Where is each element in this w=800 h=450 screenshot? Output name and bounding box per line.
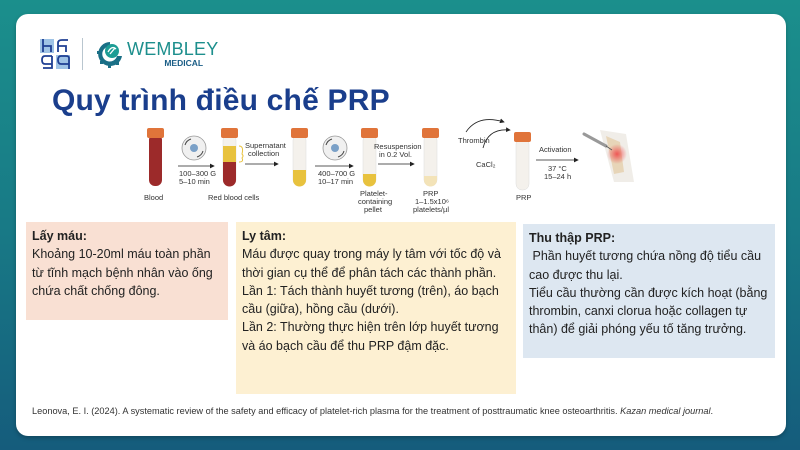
knee-injection-icon	[584, 130, 634, 182]
step-text: Tiểu cầu thường cần được kích hoạt (bằng thrombin, canxi clorua hoặc collagen tự thân) để giải phóng yếu tố tăng trưởng.	[529, 285, 768, 337]
step-text: Máu được quay trong máy ly tâm với tốc độ và thời gian cụ thể để phân tách các thành phần.	[242, 247, 501, 280]
svg-text:37 °C: 37 °C	[548, 164, 567, 173]
pellet-tube	[361, 128, 378, 187]
step-text: Lần 1: Tách thành huyết tương (trên), áo bạch cầu (giữa), hồng cầu (dưới).	[242, 283, 499, 317]
svg-text:Activation: Activation	[539, 145, 572, 154]
svg-text:400–700 G: 400–700 G	[318, 169, 356, 178]
step-text: Phần huyết tương chứa nồng độ tiểu cầu cao được thu lại.	[529, 249, 765, 282]
svg-text:5–10 min: 5–10 min	[179, 177, 210, 186]
medical-wordmark: MEDICAL	[164, 58, 204, 69]
prp-process-diagram	[138, 112, 658, 220]
svg-text:Red blood cells: Red blood cells	[208, 193, 260, 202]
activated-prp-tube	[514, 132, 531, 190]
svg-text:Thrombin: Thrombin	[458, 136, 490, 145]
step-heading: Thu thập PRP:	[529, 231, 616, 245]
svg-text:Blood: Blood	[144, 193, 164, 202]
step-prp-collection	[523, 224, 775, 358]
svg-text:1–1.5x10⁶: 1–1.5x10⁶	[415, 197, 449, 206]
centrifuge-icon	[323, 136, 347, 160]
logo-row	[38, 36, 218, 72]
svg-text:15–24 h: 15–24 h	[544, 172, 572, 181]
step-heading: Ly tâm:	[242, 229, 286, 243]
svg-text:Platelet-: Platelet-	[360, 189, 388, 198]
svg-text:Resuspension: Resuspension	[374, 142, 422, 151]
svg-text:PRP: PRP	[516, 193, 532, 202]
citation-text: Leonova, E. I. (2024). A systematic review of the safety and efficacy of platelet-rich plasma for the treatment of posttraumatic knee osteoarthritis.	[32, 406, 621, 416]
svg-text:PRP: PRP	[423, 189, 439, 198]
wembley-wordmark: WEMBLEY	[127, 39, 219, 60]
citation	[32, 405, 762, 417]
citation-journal: Kazan medical journal	[620, 406, 711, 416]
svg-text:Supernatant: Supernatant	[245, 141, 286, 150]
svg-text:in 0.2 Vol.: in 0.2 Vol.	[379, 150, 412, 159]
svg-text:platelets/µl: platelets/µl	[413, 205, 450, 214]
citation-end: .	[710, 406, 714, 416]
svg-text:pellet: pellet	[364, 205, 382, 214]
blood-tube	[147, 128, 164, 186]
tbg-logo	[38, 37, 72, 71]
svg-text:100–300 G: 100–300 G	[179, 169, 217, 178]
step-heading: Lấy máu:	[32, 229, 87, 243]
step-blood-collection	[26, 222, 228, 320]
centrifuge-icon	[182, 136, 206, 160]
step-text: Khoảng 10-20ml máu toàn phần từ tĩnh mạch bệnh nhân vào ống chứa chất chống đông.	[32, 247, 213, 298]
separated-tube	[221, 128, 238, 187]
step-centrifuge	[236, 222, 516, 394]
svg-text:collection: collection	[248, 149, 280, 158]
svg-text:CaCl₂: CaCl₂	[476, 160, 496, 169]
gear-globe-icon	[95, 39, 125, 69]
page-title: Quy trình điều chế PRP	[52, 84, 390, 117]
wembley-logo	[95, 39, 218, 69]
logo-divider	[82, 38, 83, 70]
step-text: Lần 2: Thường thực hiện trên lớp huyết tương và áo bạch cầu để thu PRP đậm đặc.	[242, 320, 499, 353]
prp-tube	[422, 128, 439, 187]
svg-text:10–17 min: 10–17 min	[318, 177, 354, 186]
plasma-tube	[291, 128, 308, 187]
svg-text:containing: containing	[358, 197, 393, 206]
